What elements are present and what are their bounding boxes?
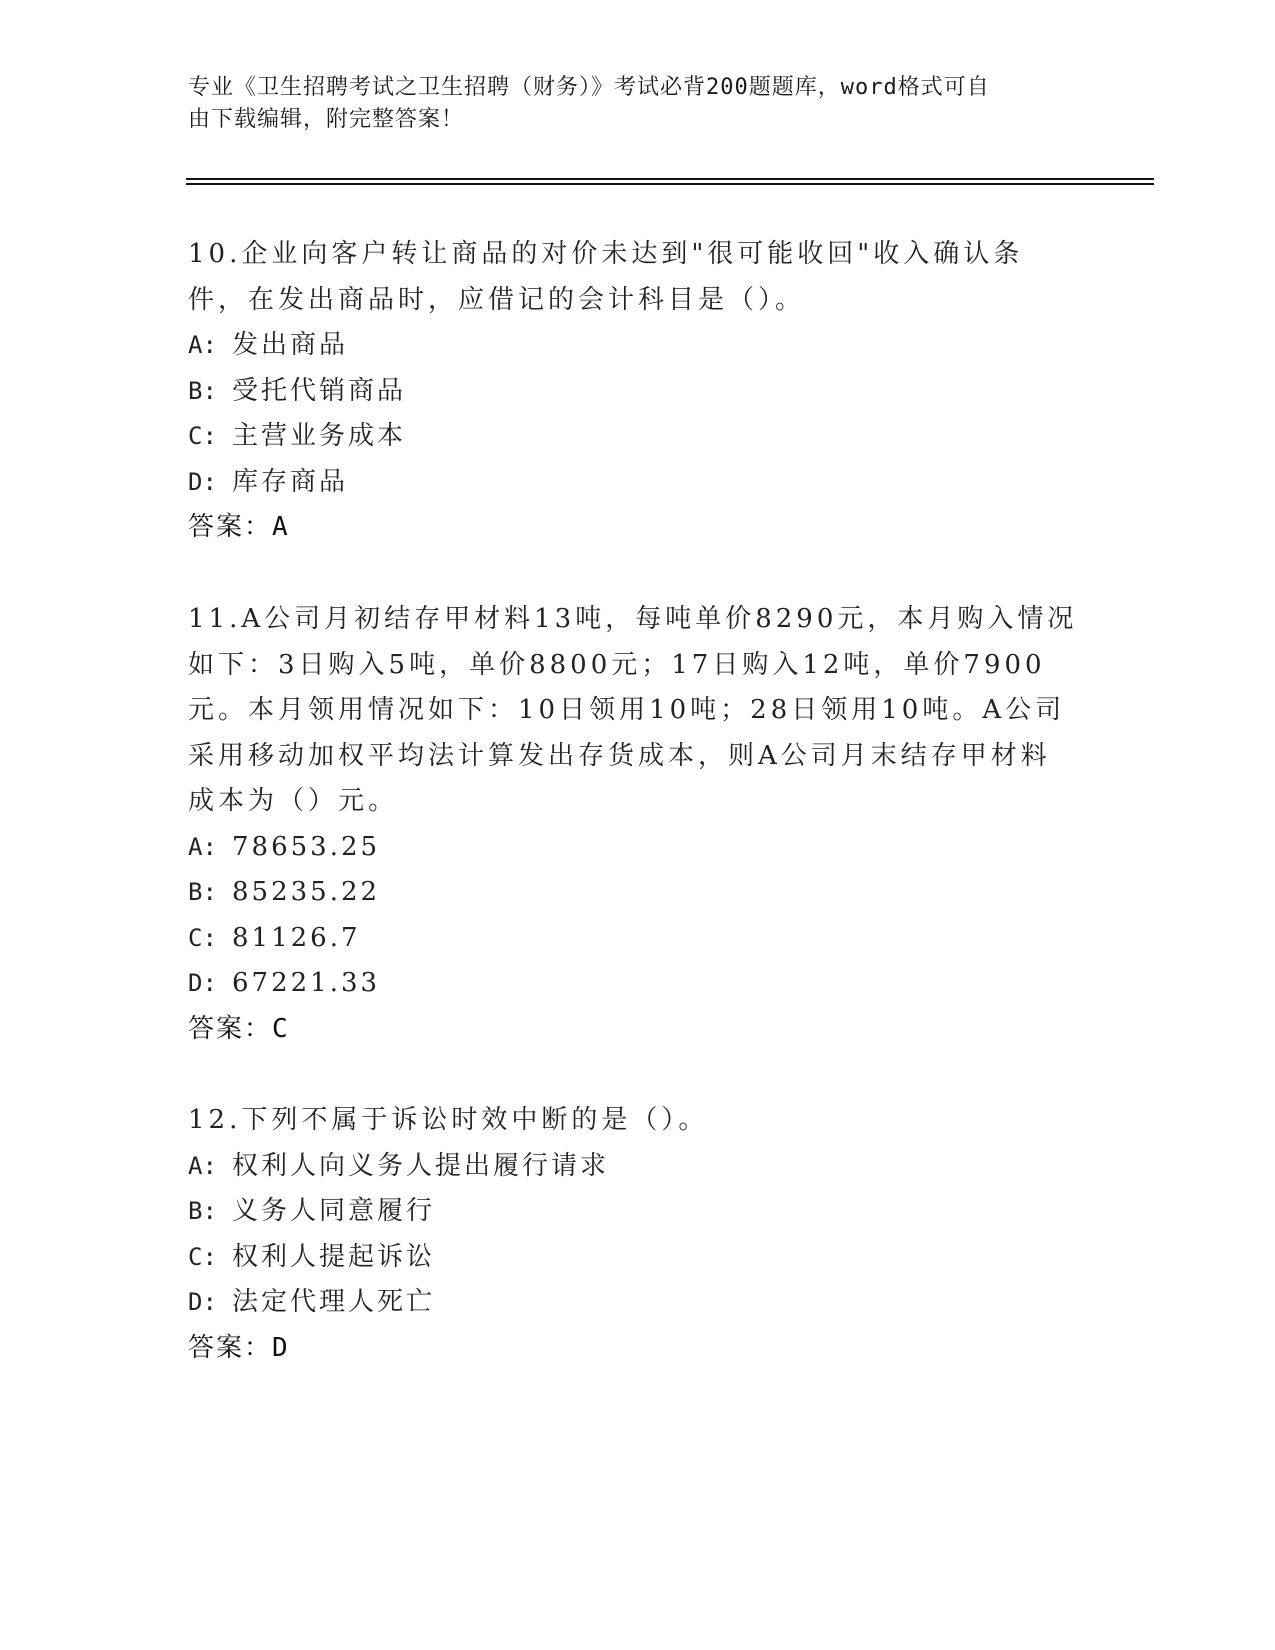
option-b [188, 870, 1078, 916]
option-d [188, 1280, 1078, 1326]
option-a [188, 323, 1078, 369]
header-divider-top [186, 178, 1154, 180]
option-d [188, 961, 1078, 1007]
option-text: 法定代理人死亡 [232, 1287, 436, 1317]
question-text: 12.下列不属于诉讼时效中断的是（）。 [188, 1105, 709, 1135]
question-12 [188, 1098, 1078, 1371]
option-d [188, 460, 1078, 506]
question-text: 10.企业向客户转让商品的对价未达到"很可能收回"收入确认条件，在发出商品时，应借记的会计科目是（）。 [188, 239, 1024, 315]
header-divider-bottom [186, 183, 1154, 185]
question-10 [188, 232, 1078, 551]
option-key: B: [188, 1197, 217, 1225]
option-key: D: [188, 969, 217, 997]
answer-label: 答案： [188, 1332, 273, 1363]
question-11 [188, 597, 1078, 1052]
header-line-2: 由下载编辑，附完整答案！ [188, 107, 465, 132]
option-a [188, 1144, 1078, 1190]
option-c [188, 916, 1078, 962]
answer-line [188, 1007, 1078, 1053]
option-key: C: [188, 1242, 217, 1271]
option-key: A: [188, 1151, 217, 1180]
option-a [188, 825, 1078, 871]
option-text: 78653.25 [232, 831, 381, 862]
option-b [188, 369, 1078, 415]
answer-label: 答案： [188, 512, 273, 542]
option-c [188, 1235, 1078, 1281]
option-c [188, 414, 1078, 460]
option-key: D: [188, 1288, 217, 1316]
option-text: 主营业务成本 [232, 421, 407, 451]
option-key: B: [188, 376, 217, 405]
option-text: 权利人提起诉讼 [232, 1241, 436, 1272]
option-text: 发出商品 [232, 330, 349, 360]
option-key: A: [188, 832, 217, 861]
option-text: 义务人同意履行 [232, 1196, 436, 1226]
answer-label: 答案： [188, 1013, 273, 1044]
answer-value: A [272, 512, 290, 542]
question-text: 11.A公司月初结存甲材料13吨，每吨单价8290元，本月购入情况如下：3日购入5吨，单价8800元；17日购入12吨，单价7900元。本月领用情况如下：10日领用10吨；28日领用10吨。A公司采用移动加权平均法计算发出存货成本，则A公司月末结存甲材料成本为（）元。 [188, 604, 1078, 816]
option-text: 67221.33 [232, 968, 381, 998]
option-key: C: [188, 422, 217, 450]
option-key: B: [188, 878, 217, 906]
option-key: C: [188, 923, 217, 952]
answer-value: D [272, 1332, 290, 1363]
option-key: D: [188, 467, 217, 496]
answer-value: C [272, 1013, 290, 1044]
option-text: 85235.22 [232, 877, 381, 907]
header-line-1: 专业《卫生招聘考试之卫生招聘（财务）》考试必背200题题库，word格式可自 [188, 75, 990, 100]
option-b [188, 1189, 1078, 1235]
answer-line [188, 505, 1078, 551]
option-text: 受托代销商品 [232, 375, 407, 406]
option-text: 库存商品 [232, 466, 349, 497]
document-header [188, 72, 1068, 136]
option-text: 权利人向义务人提出履行请求 [232, 1150, 610, 1181]
option-key: A: [188, 331, 217, 359]
option-text: 81126.7 [232, 922, 361, 953]
answer-line [188, 1326, 1078, 1372]
